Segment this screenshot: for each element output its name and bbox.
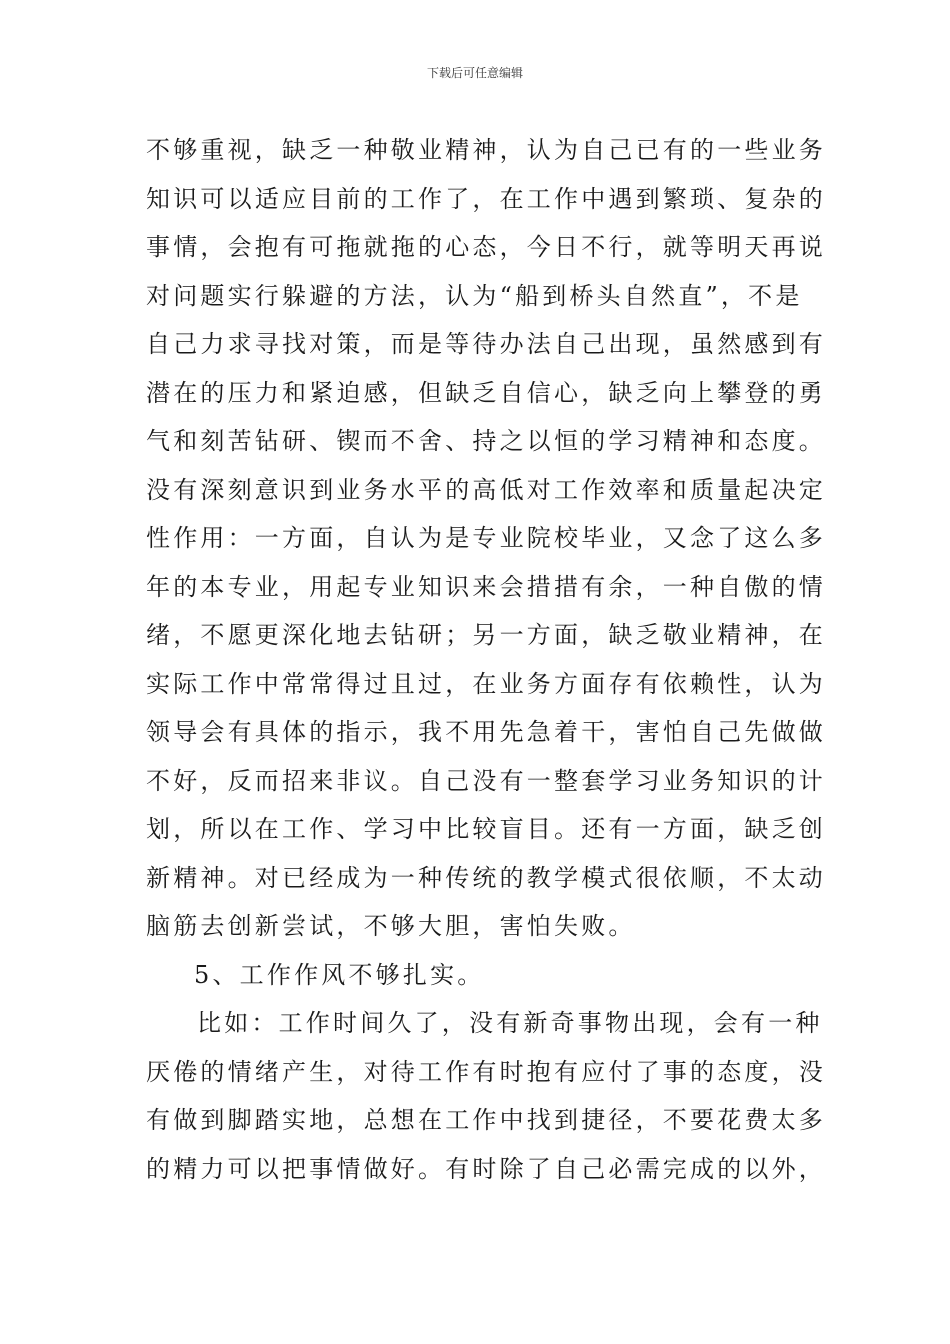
text-line: 有做到脚踏实地，总想在工作中找到捷径，不要花费太多	[146, 1106, 826, 1134]
text-line: 没有深刻意识到业务水平的高低对工作效率和质量起决定	[146, 475, 826, 504]
text-line: 对问题实行躲避的方法，认为“船到桥头自然直”，不是	[146, 281, 803, 310]
paragraph-first-line: 比如：工作时间久了，没有新奇事物出现，会有一种	[197, 1009, 823, 1037]
text-line: 年的本专业，用起专业知识来会措措有余，一种自傲的情	[146, 572, 826, 601]
text-line: 绪，不愿更深化地去钻研；另一方面，缺乏敬业精神，在	[146, 621, 826, 649]
text-line: 新精神。对已经成为一种传统的教学模式很依顺，不太动	[146, 863, 826, 892]
text-line: 气和刻苦钻研、锲而不舍、持之以恒的学习精神和态度。	[146, 427, 826, 455]
body-text	[146, 126, 826, 1193]
text-line: 领导会有具体的指示，我不用先急着干，害怕自己先做做	[146, 718, 826, 746]
text-line: 实际工作中常常得过且过，在业务方面存有依赖性，认为	[146, 669, 826, 698]
text-line: 不好，反而招来非议。自己没有一整套学习业务知识的计	[146, 766, 826, 795]
text-line: 划，所以在工作、学习中比较盲目。还有一方面，缺乏创	[146, 815, 826, 843]
text-line: 脑筋去创新尝试，不够大胆，害怕失败。	[146, 912, 636, 940]
text-line: 性作用：一方面，自认为是专业院校毕业，又念了这么多	[146, 524, 826, 552]
text-line: 自己力求寻找对策，而是等待办法自己出现，虽然感到有	[146, 330, 826, 358]
text-line: 事情，会抱有可拖就拖的心态，今日不行，就等明天再说	[146, 233, 826, 261]
page-header: 下载后可任意编辑	[426, 66, 523, 80]
text-line: 不够重视，缺乏一种敬业精神，认为自己已有的一些业务	[146, 136, 826, 164]
text-line: 厌倦的情绪产生，对待工作有时抱有应付了事的态度，没	[146, 1057, 826, 1086]
text-line: 潜在的压力和紧迫感，但缺乏自信心，缺乏向上攀登的勇	[146, 378, 826, 407]
section-heading: 5、工作作风不够扎实。	[194, 960, 485, 989]
text-line: 知识可以适应目前的工作了，在工作中遇到繁琐、复杂的	[146, 184, 826, 213]
text-line: 的精力可以把事情做好。有时除了自己必需完成的以外，	[146, 1154, 826, 1183]
